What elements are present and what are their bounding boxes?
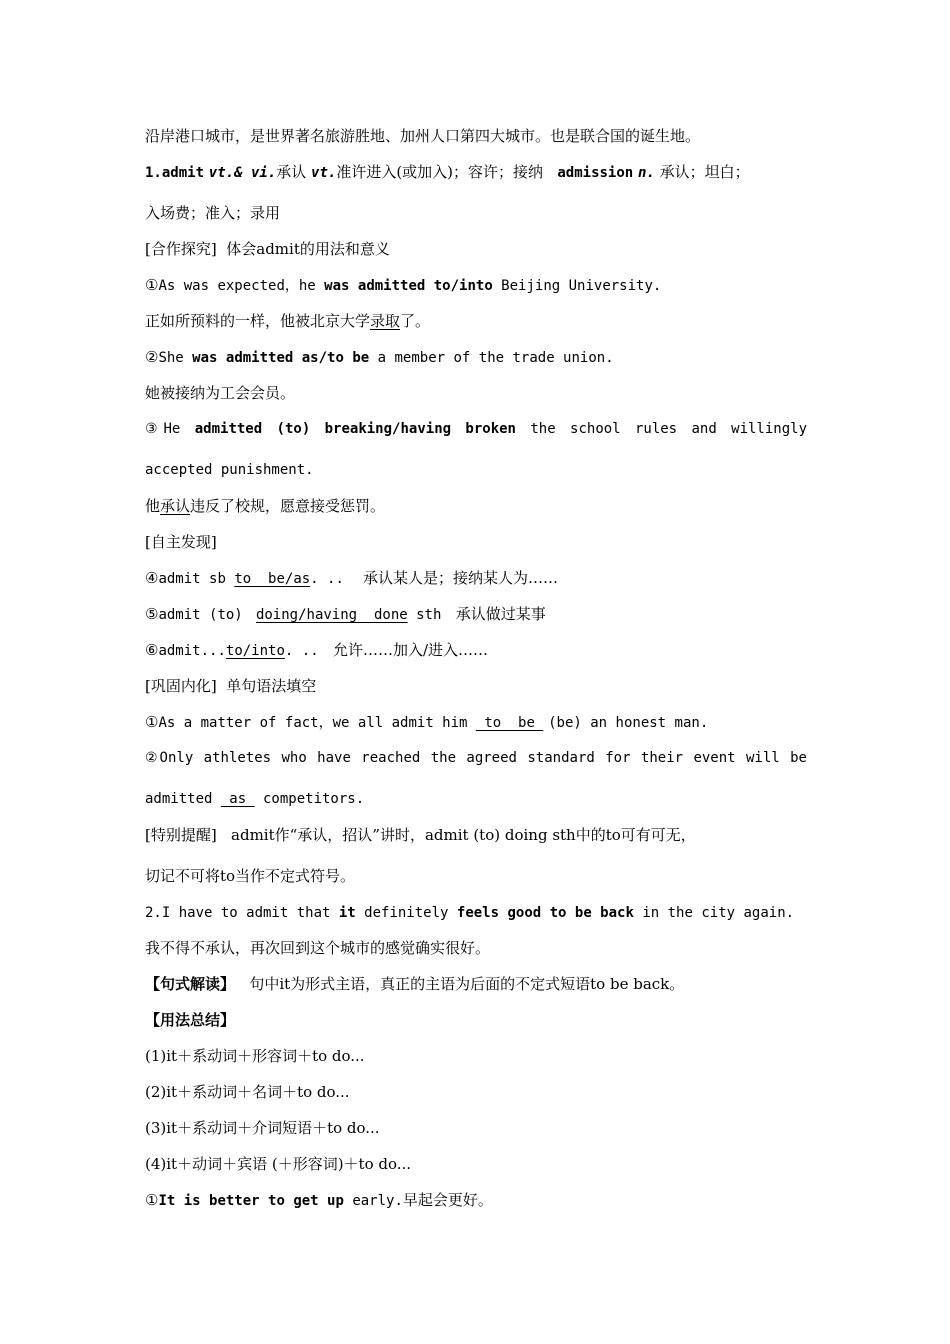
usage-4: ④admit sb to be/as. .. 承认某人是；接纳某人为…… xyxy=(145,569,558,587)
exercise-1: ①As a matter of fact，we all admit him to be (be) an honest man. xyxy=(145,713,709,731)
pattern-4: (4)it＋动词＋宾语 (＋形容词)＋to do... xyxy=(145,1155,412,1173)
section-self-discover: [自主发现] xyxy=(145,533,217,551)
sentence-2-translation: 我不得不承认，再次回到这个城市的感觉确实很好。 xyxy=(145,939,491,957)
example-3-cont: accepted punishment. xyxy=(145,462,314,478)
usage-5: ⑤admit (to) doing/having done sth 承认做过某事 xyxy=(145,605,546,623)
special-note-cont: 切记不可将to当作不定式符号。 xyxy=(145,867,356,885)
pattern-2: (2)it＋系动词＋名词＋to do... xyxy=(145,1083,350,1101)
special-note: [特别提醒] admit作“承认，招认”讲时，admit (to) doing sth中的to可有可无， xyxy=(145,826,696,844)
admit-heading: 1.admit vt.& vi.承认 vt.准许进入(或加入)；容许；接纳 admission n. 承认；坦白； xyxy=(145,163,750,181)
exercise-2: ②Only athletes who have reached the agreed standard for their event will be xyxy=(145,750,807,766)
exercise-2-cont: admitted as competitors. xyxy=(145,791,365,807)
usage-summary: 【用法总结】 xyxy=(145,1011,236,1029)
pattern-explanation: 【句式解读】 句中it为形式主语，真正的主语为后面的不定式短语to be back。 xyxy=(145,975,685,993)
usage-6: ⑥admit...to/into. .. 允许……加入/进入…… xyxy=(145,641,488,659)
example-2-translation: 她被接纳为工会会员。 xyxy=(145,384,296,402)
sentence-2: 2.I have to admit that it definitely feels good to be back in the city again. xyxy=(145,905,795,921)
pattern-3: (3)it＋系动词＋介词短语＋to do... xyxy=(145,1119,380,1137)
example-1: ①As was expected，he was admitted to/into Beijing University. xyxy=(145,276,662,294)
example-3: ③He admitted (to) breaking/having broken the school rules and willingly xyxy=(145,421,807,437)
section-consolidate: [巩固内化] 单句语法填空 xyxy=(145,677,317,695)
admission-gloss: 入场费；准入；录用 xyxy=(145,204,281,222)
example-3-translation: 他承认违反了校规，愿意接受惩罚。 xyxy=(145,497,386,515)
section-cooperate: [合作探究] 体会admit的用法和意义 xyxy=(145,240,390,258)
example-1-translation: 正如所预料的一样，他被北京大学录取了。 xyxy=(145,312,431,330)
pattern-1: (1)it＋系动词＋形容词＋to do... xyxy=(145,1047,365,1065)
intro-line: 沿岸港口城市，是世界著名旅游胜地、加州人口第四大城市。也是联合国的诞生地。 xyxy=(145,127,701,145)
pattern-example-1: ①It is better to get up early.早起会更好。 xyxy=(145,1191,493,1209)
example-2: ②She was admitted as/to be a member of the trade union. xyxy=(145,348,614,366)
